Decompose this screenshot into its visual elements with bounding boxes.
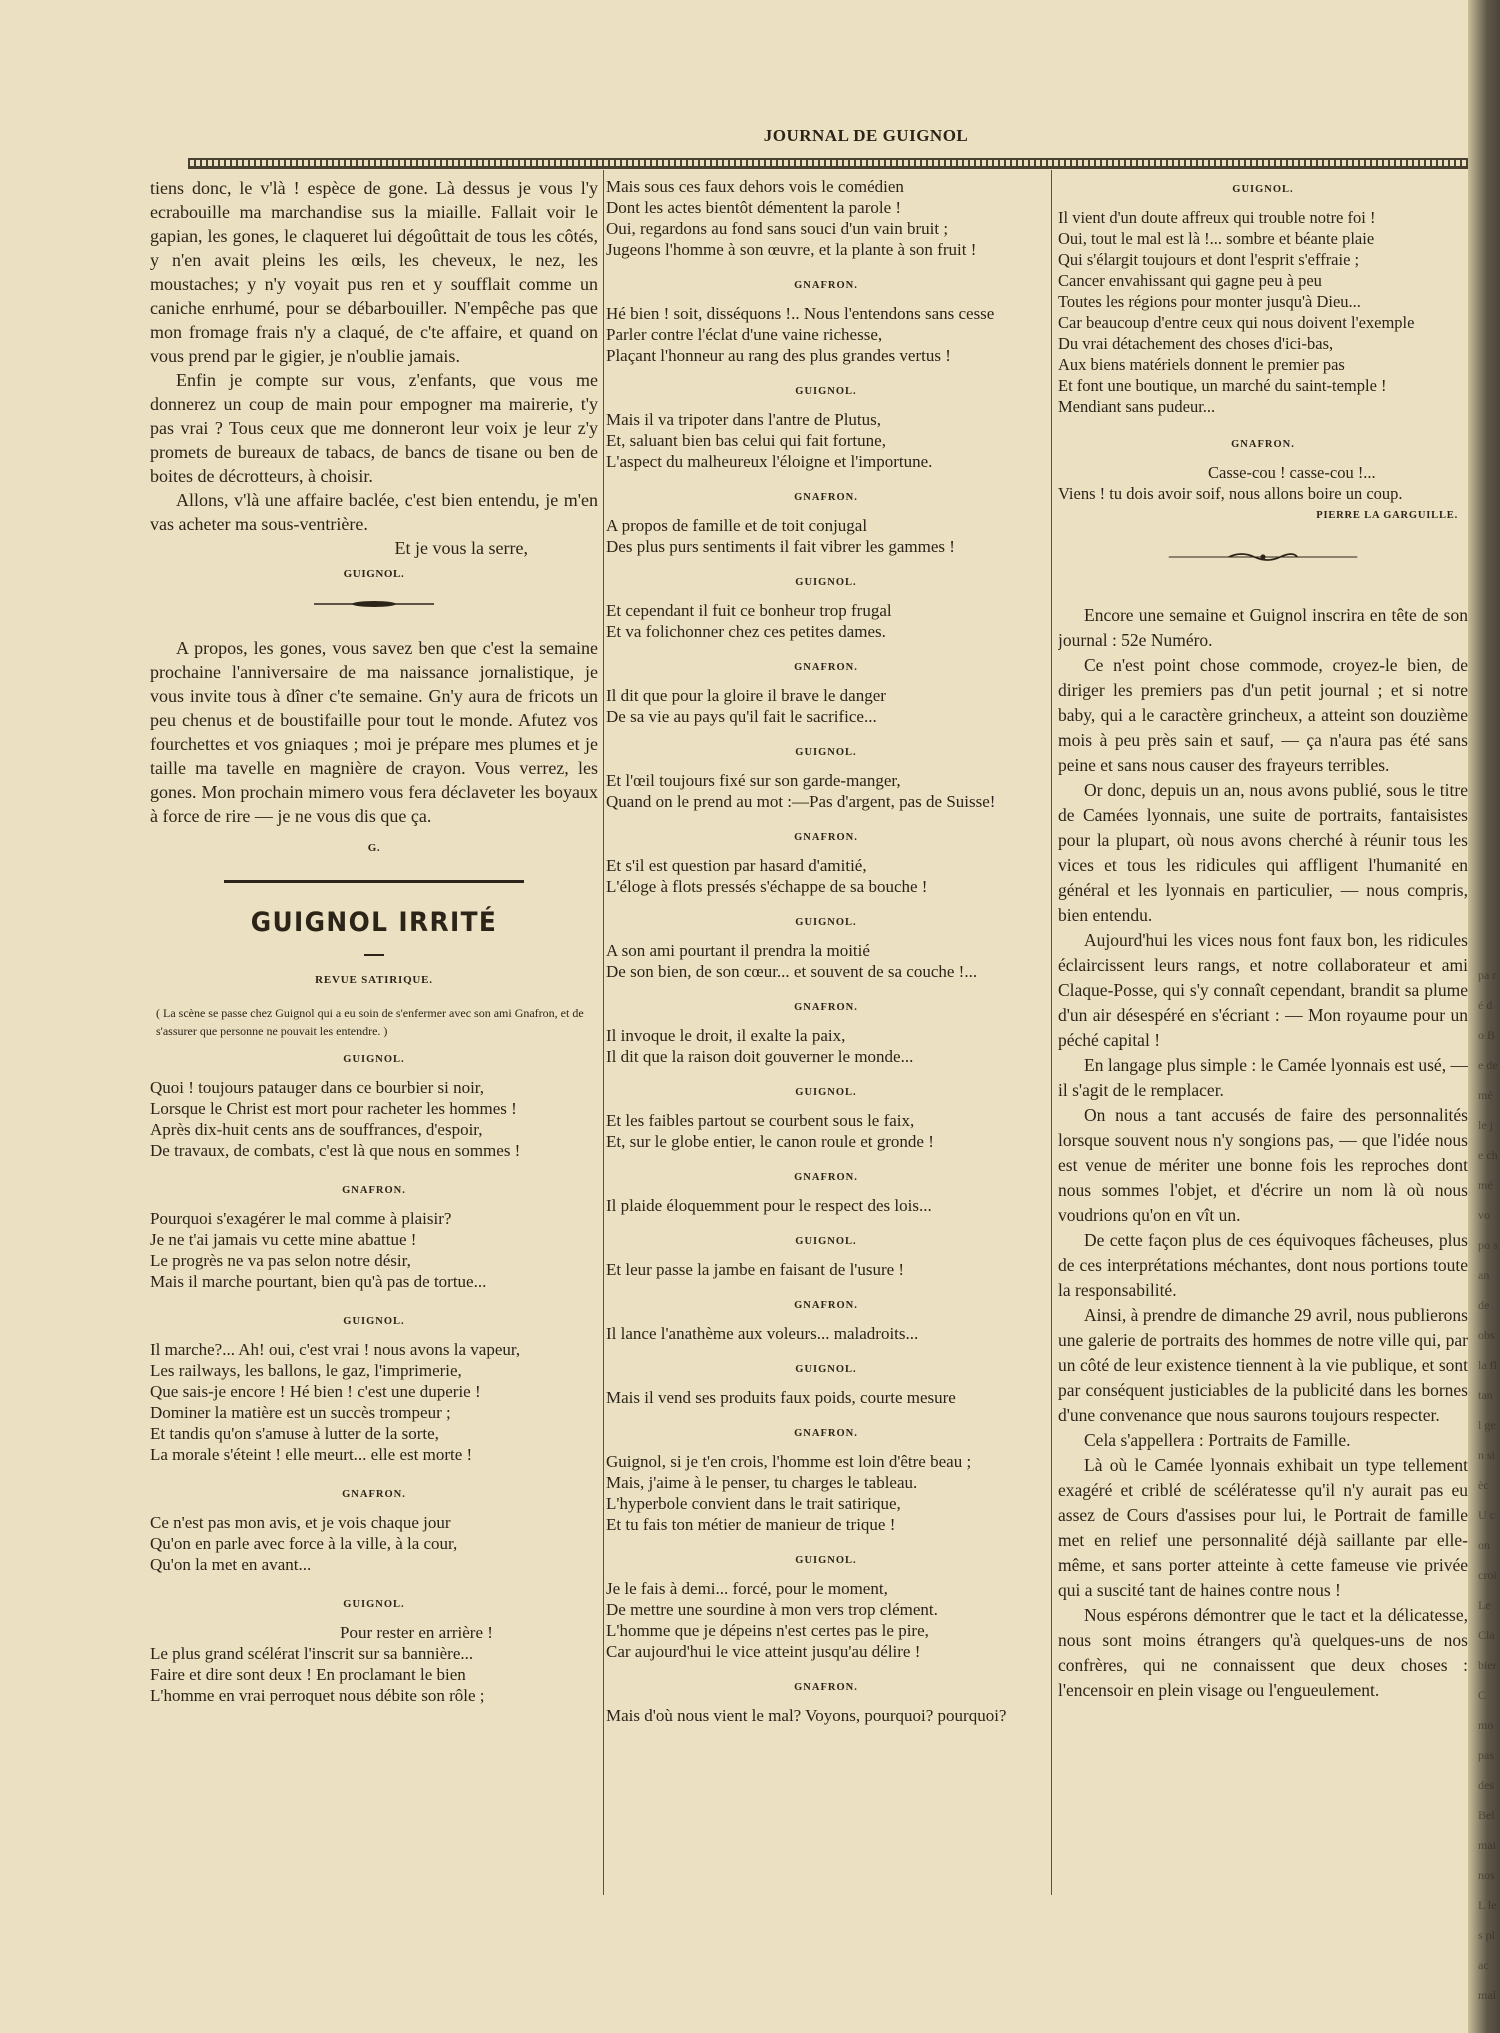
verse-block	[606, 409, 1046, 472]
verse-line: Et l'œil toujours fixé sur son garde-manger,	[606, 771, 901, 790]
verse-line: Je le fais à demi... forcé, pour le moment,	[606, 1579, 888, 1598]
verse-block	[606, 1451, 1046, 1535]
verse-block	[606, 855, 1046, 897]
paragraph: Allons, v'là une affaire baclée, c'est bien entendu, je m'en vas acheter ma sous-ventrière.	[150, 490, 598, 534]
verse-block	[606, 303, 1046, 366]
article-subtitle: REVUE SATIRIQUE.	[315, 974, 433, 986]
ornament-rule	[314, 598, 434, 610]
verse-line: Jugeons l'homme à son œuvre, et la plante à son fruit !	[606, 240, 977, 259]
speaker-name: GUIGNOL.	[1232, 184, 1294, 195]
speaker-name: GUIGNOL.	[795, 386, 857, 397]
speaker-name: GUIGNOL.	[795, 1236, 857, 1247]
verse-block	[1058, 462, 1468, 504]
verse-block	[606, 515, 1046, 557]
verse-line: Casse-cou ! casse-cou !...	[1208, 463, 1376, 482]
column-3	[1058, 176, 1468, 1976]
speaker-name: GNAFRON.	[794, 492, 858, 503]
verse-line: Mais, j'aime à le penser, tu charges le tableau.	[606, 1473, 918, 1492]
verse-line: Et s'il est question par hasard d'amitié,	[606, 856, 867, 875]
verse-line: Pour rester en arrière !	[340, 1623, 493, 1642]
verse-line: Il dit que pour la gloire il brave le danger	[606, 686, 886, 705]
verse-line: Car beaucoup d'entre ceux qui nous doivent l'exemple	[1058, 313, 1415, 332]
column-divider-2	[1051, 170, 1052, 1895]
column-1	[150, 176, 598, 1976]
paragraph: On nous a tant accusés de faire des personnalités lorsque souvent nous n'y songions pas, — que l'idée nous est venue de mériter une bonne fois les reproches dont nous sommes l'objet, et d'écrire un nom là où nous voudrions qu'on en vît un.	[1058, 1105, 1468, 1225]
verse-block	[150, 1208, 598, 1292]
anniversary-note	[150, 636, 598, 828]
paragraph: Ce n'est point chose commode, croyez-le bien, de diriger les premiers pas d'un petit journal ; et si notre baby, qui a le caractère grincheux, a atteint son douzième mois à peu près sain et sauf, — ça n'aura pas été sans peine et sans nous causer des frayeurs terribles.	[1058, 655, 1468, 775]
verse-line: Quand on le prend au mot :—Pas d'argent, pas de Suisse!	[606, 792, 996, 811]
verse-line: Et tandis qu'on s'amuse à lutter de la sorte,	[150, 1424, 439, 1443]
verse-line: Lorsque le Christ est mort pour racheter les hommes !	[150, 1099, 517, 1118]
verse-line: L'éloge à flots pressés s'échappe de sa bouche !	[606, 877, 928, 896]
verse-line: Le progrès ne va pas selon notre désir,	[150, 1251, 411, 1270]
verse-line: De travaux, de combats, c'est là que nous en sommes !	[150, 1141, 521, 1160]
signature: G.	[367, 842, 381, 854]
verse-line: Plaçant l'honneur au rang des plus grandes vertus !	[606, 346, 951, 365]
verse-block	[606, 1259, 1046, 1280]
verse-block	[1058, 207, 1468, 417]
signature: GUIGNOL.	[343, 568, 405, 580]
speaker-name: GUIGNOL.	[795, 1364, 857, 1375]
verse-line: Il marche?... Ah! oui, c'est vrai ! nous avons la vapeur,	[150, 1340, 521, 1359]
paragraph: Là où le Camée lyonnais exhibait un type tellement exagéré et criblé de scélératesse qu'il n'y aurait pas eu assez de Cours d'assises pour lui, le Portrait de famille met en relief une personnalité déjà saillante par elle-même, et sans porter atteinte à cette fameuse vie privée qui a suscité tant de haines contre nous !	[1058, 1455, 1468, 1600]
verse-line: Aux biens matériels donnent le premier pas	[1058, 355, 1345, 374]
verse-block	[606, 600, 1046, 642]
verse-line: Il dit que la raison doit gouverner le monde...	[606, 1047, 914, 1066]
verse-block	[606, 1578, 1046, 1662]
verse-line: L'homme que je dépeins n'est certes pas le pire,	[606, 1621, 929, 1640]
verse-line: Il vient d'un doute affreux qui trouble notre foi !	[1058, 208, 1376, 227]
verse-line: Dominer la matière est un succès trompeur ;	[150, 1403, 451, 1422]
verse-line: Dont les actes bientôt démentent la parole !	[606, 198, 902, 217]
verse-line: De son bien, de son cœur... et souvent de sa couche !...	[606, 962, 978, 981]
speaker-name: GNAFRON.	[794, 832, 858, 843]
verse-block	[606, 685, 1046, 727]
verse-line: Cancer envahissant qui gagne peu à peu	[1058, 271, 1322, 290]
speaker-name: GNAFRON.	[342, 1185, 406, 1196]
verse-line: Que sais-je encore ! Hé bien ! c'est une duperie !	[150, 1382, 481, 1401]
verse-line: De mettre une sourdine à mon vers trop clément.	[606, 1600, 938, 1619]
paragraph: Enfin je compte sur vous, z'enfants, que vous me donnerez un coup de main pour empogner ma mairerie, t'y pas vrai ? Tous ceux que me donneront leur voix je leur z'y promets de bureaux de tabacs, de bancs de tisane ou ben de boites de décrotteurs, à choisir.	[150, 370, 598, 486]
verse-block	[606, 770, 1046, 812]
verse-block	[606, 176, 1046, 260]
speaker-name: GNAFRON.	[794, 1682, 858, 1693]
article-title: GUIGNOL IRRITÉ	[250, 907, 498, 938]
paragraph: Cela s'appellera : Portraits de Famille.	[1084, 1430, 1351, 1450]
verse-line: Le plus grand scélérat l'inscrit sur sa bannière...	[150, 1644, 474, 1663]
verse-line: L'hyperbole convient dans le trait satirique,	[606, 1494, 901, 1513]
verse-line: Et, saluant bien bas celui qui fait fortune,	[606, 431, 886, 450]
paragraph: A propos, les gones, vous savez ben que c'est la semaine prochaine l'anniversaire de ma naissance jornalistique, je vous invite tous à dîner c'te semaine. Gn'y aura de fricots un peu chenus et de boustifaille pour tout le monde. Afutez vos fourchettes et vos gniaques ; moi je prépare mes plumes et je taille ma tavelle en magnière de crayon. Vous verrez, les gones. Mon prochain mimero vous fera déclaveter les boyaux à force de rire — je ne vous dis que ça.	[150, 638, 598, 826]
speaker-name: GUIGNOL.	[343, 1599, 405, 1610]
speaker-name: GUIGNOL.	[343, 1316, 405, 1327]
verse-line: Qui s'élargit toujours et dont l'esprit s'effraie ;	[1058, 250, 1360, 269]
paragraph: Nous espérons démontrer que le tact et la délicatesse, nous sont moins étrangers qu'à quelques-uns de nos confrères, qui ne connaissent que deux choses : l'encensoir en plein visage ou l'engueulement.	[1058, 1605, 1468, 1700]
paragraph: Or donc, depuis un an, nous avons publié, sous le titre de Camées lyonnais, une suite de portraits, fantaisistes pour la plupart, où nous avons cherché à réunir tous les vices et tous les ridicules qui affligent l'humanité en général et les lyonnais en particulier, — nous compris, bien entendu.	[1058, 780, 1468, 925]
header-rule	[188, 158, 1470, 169]
verse-line: Ce n'est pas mon avis, et je vois chaque jour	[150, 1513, 451, 1532]
verse-block	[150, 1622, 598, 1706]
verse-line: Qu'on la met en avant...	[150, 1555, 312, 1574]
page-header	[0, 126, 1475, 146]
verse-line: Et cependant il fuit ce bonheur trop frugal	[606, 601, 892, 620]
closing-line: Et je vous la serre,	[394, 538, 528, 558]
verse-line: Mais il va tripoter dans l'antre de Plutus,	[606, 410, 882, 429]
verse-line: Guignol, si je t'en crois, l'homme est loin d'être beau ;	[606, 1452, 972, 1471]
verse-line: Mendiant sans pudeur...	[1058, 397, 1216, 416]
verse-block	[606, 1387, 1046, 1408]
stage-direction: ( La scène se passe chez Guignol qui a eu soin de s'enfermer avec son ami Gnafron, et de s'assurer que personne ne pouvait les entendre. )	[156, 1006, 584, 1038]
verse-line: Et leur passe la jambe en faisant de l'usure !	[606, 1260, 905, 1279]
verse-line: Mais il marche pourtant, bien qu'à pas de tortue...	[150, 1272, 487, 1291]
verse-line: Oui, tout le mal est là !... sombre et béante plaie	[1058, 229, 1375, 248]
verse-line: Parler contre l'éclat d'une vaine richesse,	[606, 325, 883, 344]
verse-block	[606, 1195, 1046, 1216]
verse-block	[606, 1323, 1046, 1344]
speaker-name: GUIGNOL.	[795, 1555, 857, 1566]
verse-line: A propos de famille et de toit conjugal	[606, 516, 868, 535]
speaker-name: GNAFRON.	[1231, 439, 1295, 450]
verse-line: De sa vie au pays qu'il fait le sacrifice...	[606, 707, 877, 726]
paragraph: En langage plus simple : le Camée lyonnais est usé, — il s'agit de le remplacer.	[1058, 1055, 1468, 1100]
verse-line: Quoi ! toujours patauger dans ce bourbier si noir,	[150, 1078, 485, 1097]
verse-line: Et va folichonner chez ces petites dames.	[606, 622, 886, 641]
verse-line: Et tu fais ton métier de manieur de trique !	[606, 1515, 896, 1534]
verse-line: Je ne t'ai jamais vu cette mine abattue !	[150, 1230, 417, 1249]
verse-line: L'aspect du malheureux l'éloigne et l'importune.	[606, 452, 933, 471]
paragraph: Encore une semaine et Guignol inscrira en tête de son journal : 52e Numéro.	[1058, 605, 1468, 650]
paragraph: De cette façon plus de ces équivoques fâcheuses, plus de ces interprétations méchantes, dont nous portions toute la responsabilité.	[1058, 1230, 1468, 1300]
verse-block	[150, 1077, 598, 1161]
verse-line: Mais d'où nous vient le mal? Voyons, pourquoi? pourquoi?	[606, 1706, 1007, 1725]
paragraph: Aujourd'hui les vices nous font faux bon, les ridicules éclaircissent leurs rangs, et notre collaborateur et ami Claque-Posse, qui s'y connaît cependant, brandit sa plume d'un air désespéré en s'écriant : — Mon royaume pour un péché capital !	[1058, 930, 1468, 1050]
verse-line: Oui, regardons au fond sans souci d'un vain bruit ;	[606, 219, 949, 238]
verse-line: Des plus purs sentiments il fait vibrer les gammes !	[606, 537, 955, 556]
verse-line: Et font une boutique, un marché du saint-temple !	[1058, 376, 1387, 395]
verse-line: Car aujourd'hui le vice atteint jusqu'au délire !	[606, 1642, 921, 1661]
next-page-fragments: pa ré do Be de mé le je ch mé vo po san de obs la fl tan l gen sièc U con croi Le Cla bier C mo pas des Bel mai nos L les plac mal	[1478, 968, 1498, 2002]
verse-line: Et les faibles partout se courbent sous le faix,	[606, 1111, 915, 1130]
verse-line: Mais sous ces faux dehors vois le comédien	[606, 177, 904, 196]
verse-line: L'homme en vrai perroquet nous débite son rôle ;	[150, 1686, 485, 1705]
paragraph: tiens donc, le v'là ! espèce de gone. Là dessus je vous l'y ecrabouille ma marchandise sus la miaille. Fallait voir le gapian, les gones, le claqueret lui dégoûttait de tous les côtés, y n'en avait pleins les œils, les cheveux, le nez, les moustaches; y n'y voyait pus ren et y soufflait comme un caniche enrhumé, pour se débarbouiller. N'empêche pas que mon fromage frais n'y a claqué, de c'te affaire, et quand on vous prend par le gigier, je n'oublie jamais.	[150, 178, 598, 366]
verse-line: Pourquoi s'exagérer le mal comme à plaisir?	[150, 1209, 452, 1228]
verse-line: Mais il vend ses produits faux poids, courte mesure	[606, 1388, 956, 1407]
verse-line: Et, sur le globe entier, le canon roule et gronde !	[606, 1132, 934, 1151]
verse-line: La morale s'éteint ! elle meurt... elle est morte !	[150, 1445, 473, 1464]
verse-line: Qu'on en parle avec force à la ville, à la cour,	[150, 1534, 458, 1553]
verse-line: Les railways, les ballons, le gaz, l'imprimerie,	[150, 1361, 462, 1380]
speaker-name: GNAFRON.	[794, 1300, 858, 1311]
verse-block	[606, 1705, 1046, 1726]
section-rule	[224, 880, 524, 883]
title-dash	[364, 954, 384, 956]
verse-block	[150, 1339, 598, 1465]
verse-block	[150, 1512, 598, 1575]
verse-line: Hé bien ! soit, disséquons !.. Nous l'entendons sans cesse	[606, 304, 995, 323]
speaker-name: GNAFRON.	[342, 1489, 406, 1500]
speaker-name: GUIGNOL.	[795, 1087, 857, 1098]
speaker-name: GNAFRON.	[794, 1172, 858, 1183]
verse-line: Viens ! tu dois avoir soif, nous allons boire un coup.	[1058, 484, 1403, 503]
journal-title: JOURNAL DE GUIGNOL	[763, 126, 969, 145]
column-divider-1	[603, 170, 604, 1895]
speaker-name: GUIGNOL.	[795, 747, 857, 758]
speaker-name: GNAFRON.	[794, 1002, 858, 1013]
column-2	[606, 176, 1046, 1976]
speaker-name: GNAFRON.	[794, 1428, 858, 1439]
verse-line: Toutes les régions pour monter jusqu'à Dieu...	[1058, 292, 1361, 311]
speaker-name: GUIGNOL.	[795, 577, 857, 588]
author-signature: PIERRE LA GARGUILLE.	[1316, 510, 1458, 521]
editorial-note	[1058, 603, 1468, 1703]
verse-line: Il invoque le droit, il exalte la paix,	[606, 1026, 846, 1045]
paragraph: Ainsi, à prendre de dimanche 29 avril, nous publierons une galerie de portraits des hommes de notre ville qui, par un côté de leur existence tiennent à la vie publique, et sont par conséquent justiciables de la publicité dans les bornes d'une convenance que nous saurons toujours respecter.	[1058, 1305, 1468, 1425]
speaker-name: GNAFRON.	[794, 662, 858, 673]
verse-line: Du vrai détachement des choses d'ici-bas,	[1058, 334, 1334, 353]
ornament-rule	[1153, 551, 1373, 563]
guignol-letter	[150, 176, 598, 560]
verse-line: Après dix-huit cents ans de souffrances, d'espoir,	[150, 1120, 483, 1139]
speaker-name: GUIGNOL.	[795, 917, 857, 928]
verse-line: Faire et dire sont deux ! En proclamant le bien	[150, 1665, 466, 1684]
verse-block	[606, 940, 1046, 982]
verse-line: A son ami pourtant il prendra la moitié	[606, 941, 870, 960]
verse-line: Il plaide éloquemment pour le respect des lois...	[606, 1196, 932, 1215]
verse-line: Il lance l'anathème aux voleurs... maladroits...	[606, 1324, 919, 1343]
verse-block	[606, 1110, 1046, 1152]
speaker-name: GUIGNOL.	[343, 1054, 405, 1065]
verse-block	[606, 1025, 1046, 1067]
speaker-name: GNAFRON.	[794, 280, 858, 291]
